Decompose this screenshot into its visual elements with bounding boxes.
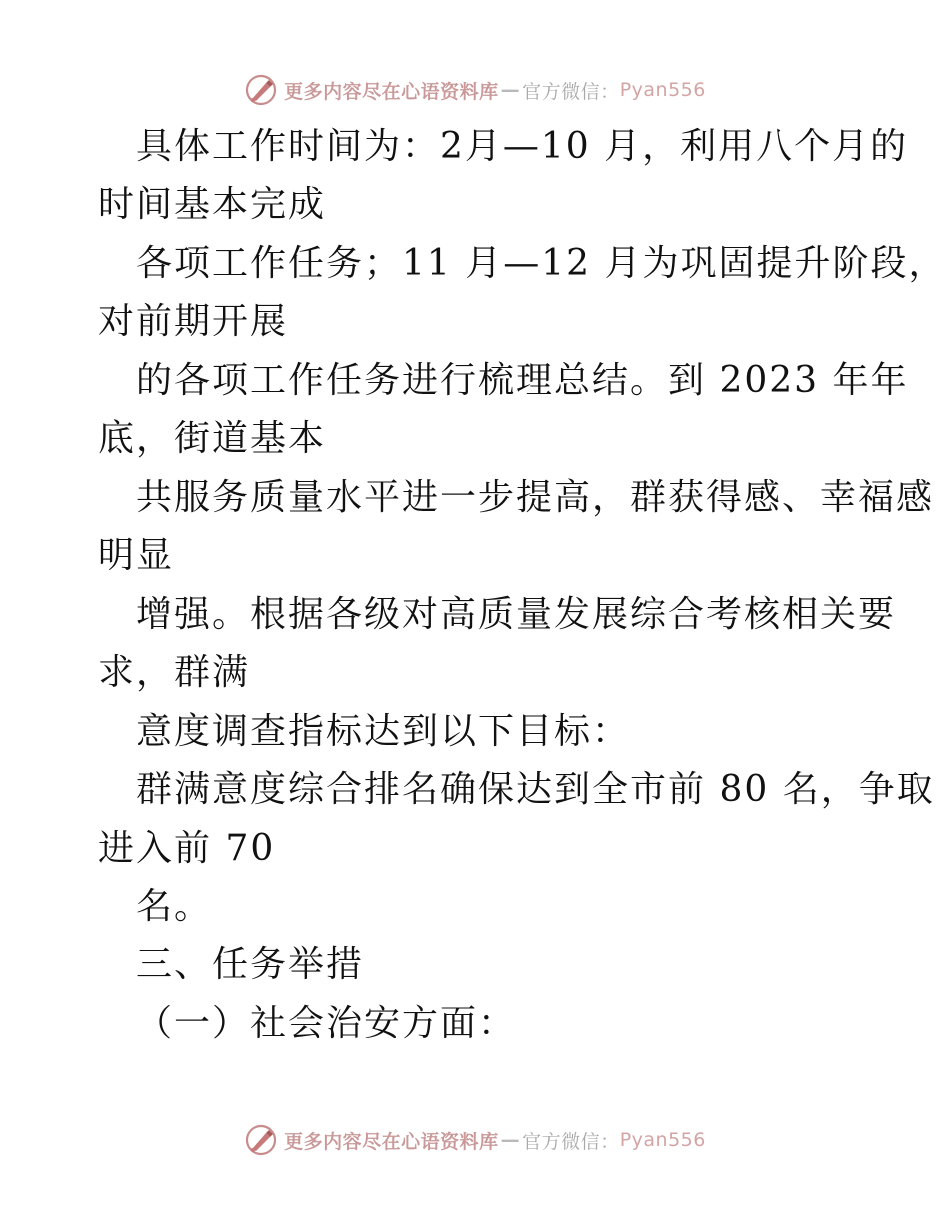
header-watermark (0, 70, 950, 110)
watermark-wechat-label: 官方微信： (522, 1130, 620, 1153)
text-line: 各项工作任务；11 月—12 月为巩固提升阶段， (136, 243, 947, 284)
watermark-brand: 更多内容尽在心语资料库 (284, 1130, 499, 1153)
text-line: 具体工作时间为：2月—10 月，利用八个月的 (136, 126, 909, 167)
watermark-brand: 更多内容尽在心语资料库 (284, 80, 499, 103)
watermark-separator: — (500, 79, 521, 101)
text-line: 群满意度综合排名确保达到全市前 80 名，争取 (136, 769, 935, 810)
watermark-wechat-id: Pyan556 (619, 1129, 706, 1151)
pen-logo-icon (244, 73, 278, 107)
watermark-wechat-id: Pyan556 (619, 79, 706, 101)
pen-logo-icon (244, 1123, 278, 1157)
text-line: 意度调查指标达到以下目标： (136, 711, 631, 752)
subsection-heading: （一）社会治安方面： (136, 1003, 517, 1044)
text-line: 对前期开展 (98, 301, 289, 342)
text-line: 共服务质量水平进一步提高，群获得感、幸福感 (136, 477, 935, 518)
text-line: 增强。根据各级对高质量发展综合考核相关要 (136, 594, 897, 635)
text-line: 名。 (136, 886, 213, 927)
footer-watermark (0, 1120, 950, 1160)
text-line: 进入前 70 (98, 828, 276, 869)
watermark-separator: — (500, 1129, 521, 1151)
text-line: 底，街道基本 (98, 418, 327, 459)
text-line: 求，群满 (98, 652, 251, 693)
text-line: 明显 (98, 535, 175, 576)
text-line: 时间基本完成 (98, 184, 327, 225)
text-line: 的各项工作任务进行梳理总结。到 2023 年年 (136, 360, 909, 401)
section-heading: 三、任务举措 (136, 944, 365, 985)
watermark-wechat-label: 官方微信： (522, 80, 620, 103)
